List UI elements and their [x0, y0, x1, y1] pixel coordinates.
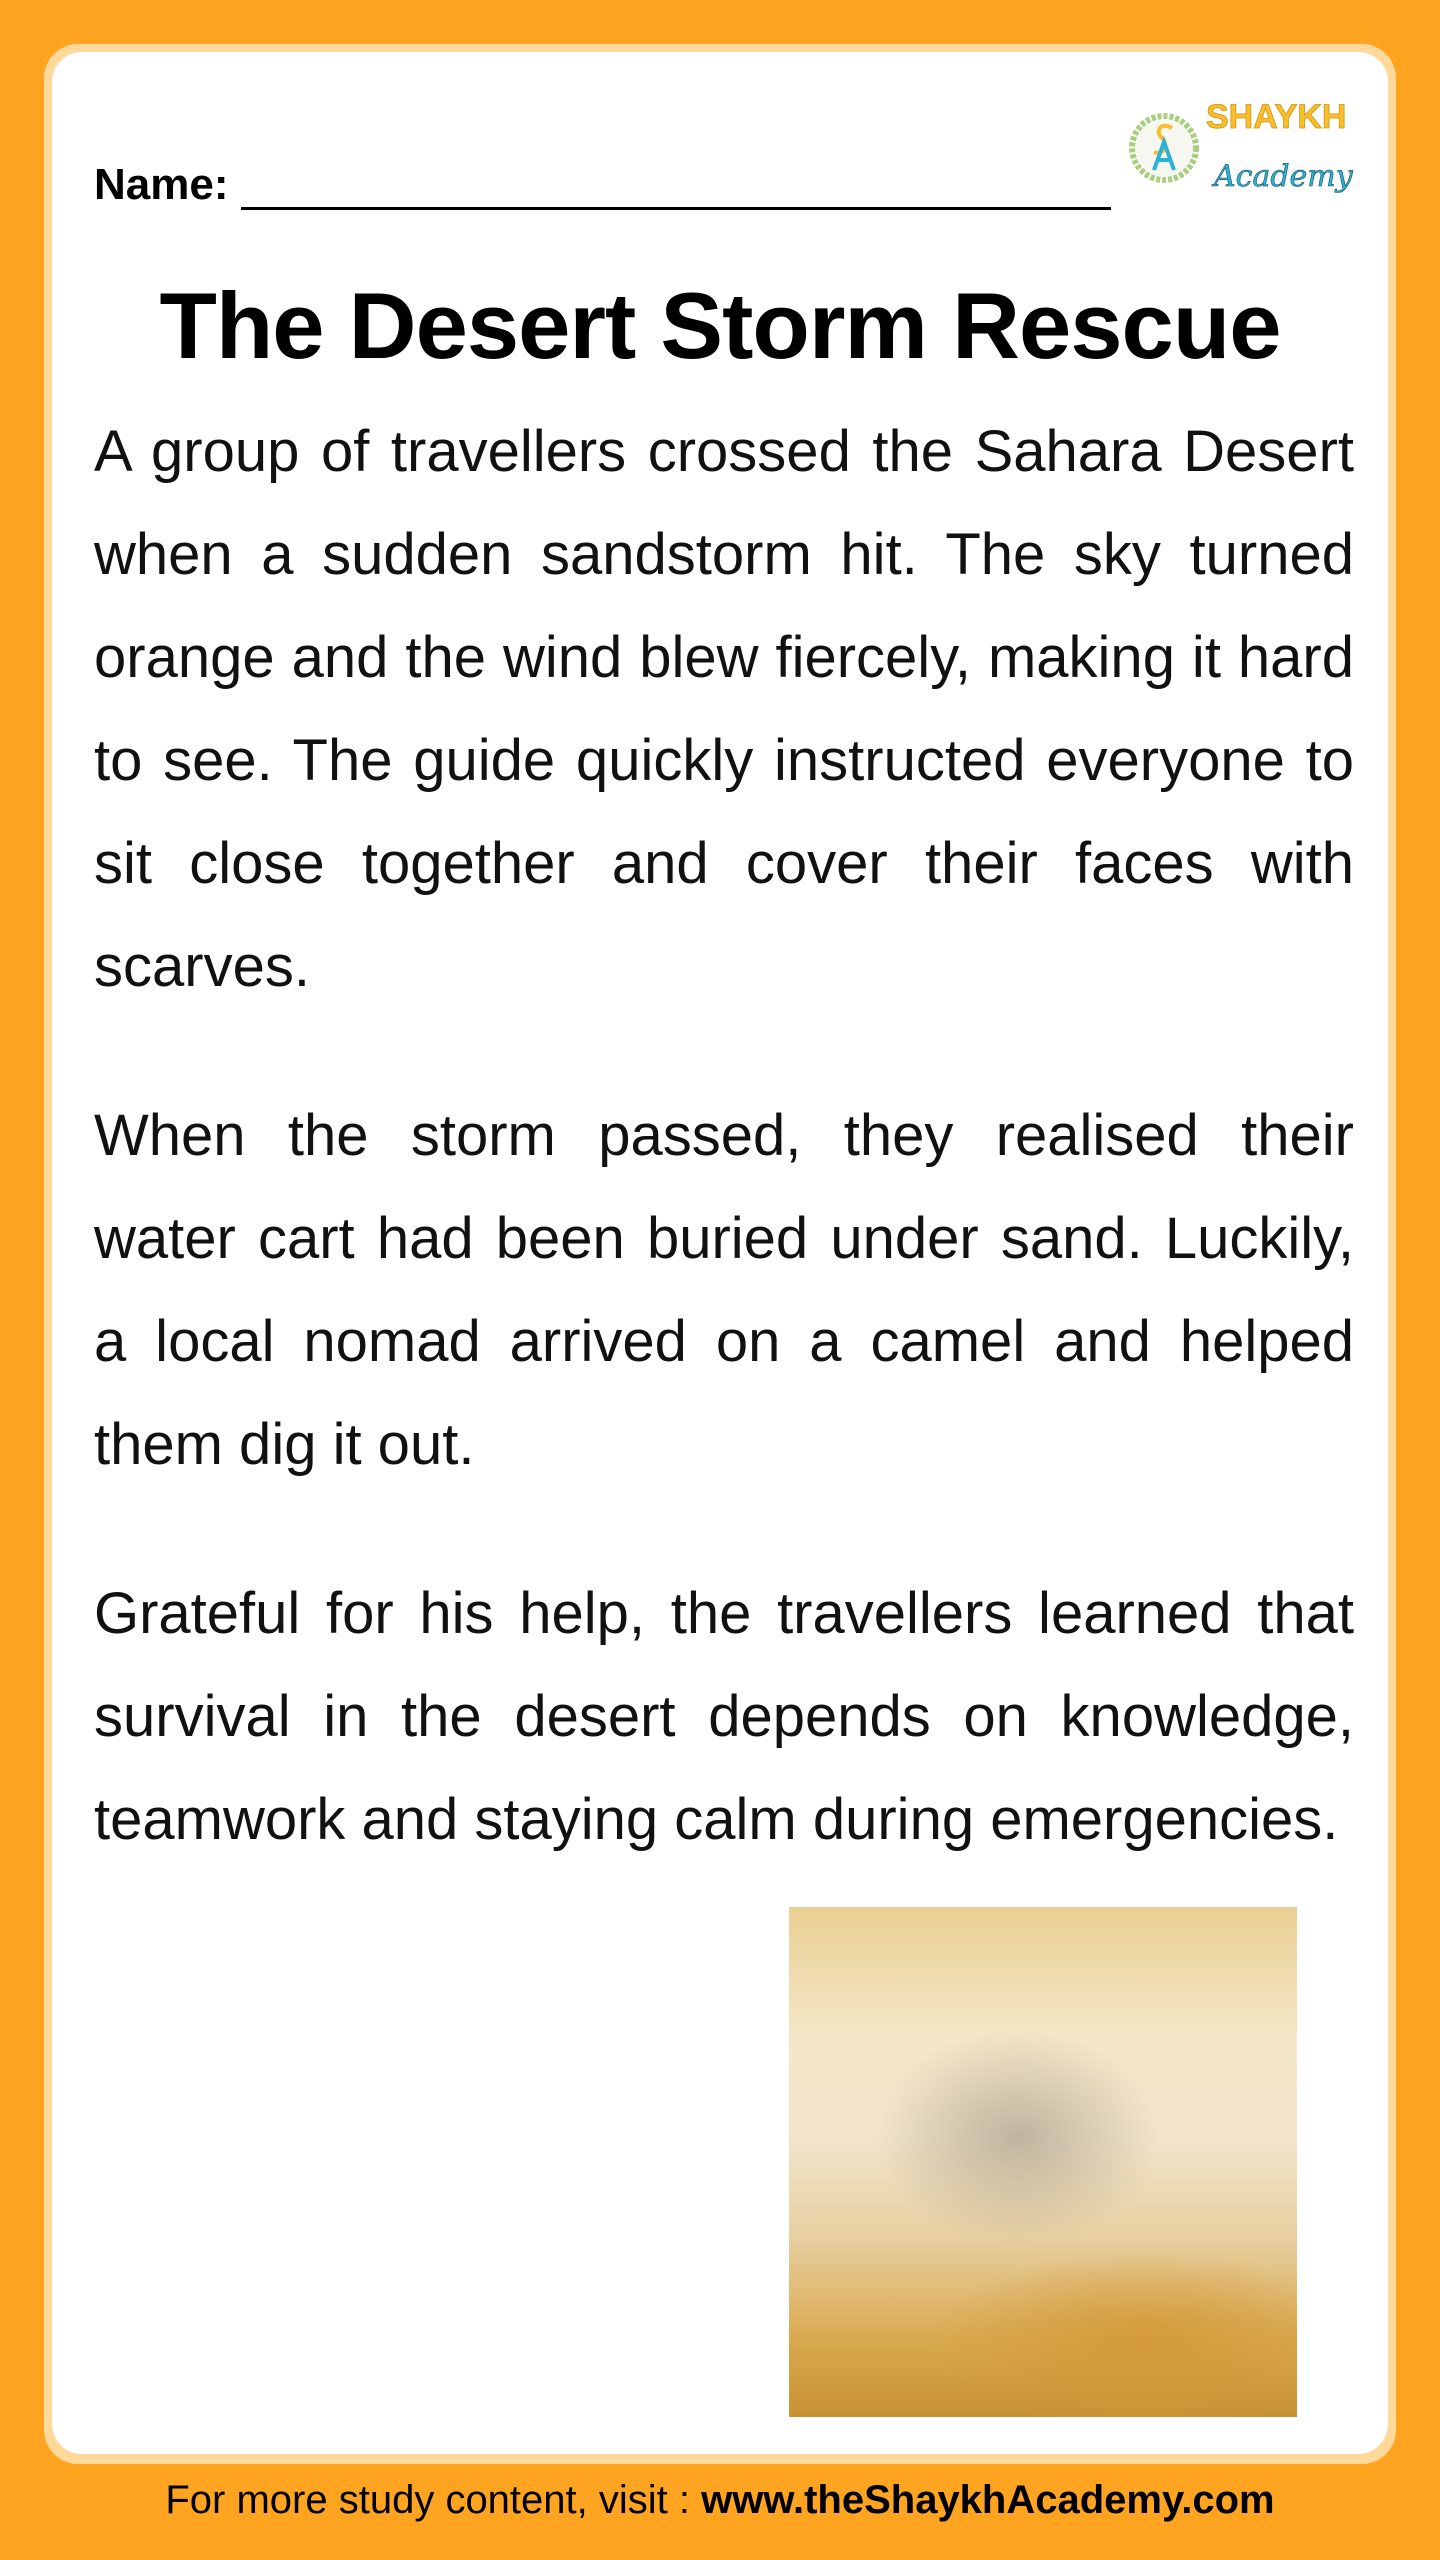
- name-input-line[interactable]: [241, 167, 1111, 210]
- logo-text-top: SHAYKH: [1206, 98, 1347, 136]
- story-text: [94, 400, 1354, 1937]
- worksheet-inner: [52, 52, 1388, 2454]
- page-title: The Desert Storm Rescue: [159, 273, 1281, 378]
- footer-website-link[interactable]: www.theShaykhAcademy.com: [701, 2478, 1275, 2522]
- logo-monogram-icon: [1132, 116, 1196, 180]
- desert-watercolor-image: [789, 1907, 1297, 2417]
- paragraph: When the storm passed, they realised their water cart had been buried under sand. Luckily, a local nomad arrived on a camel and helped them dig it out.: [94, 1103, 1354, 1477]
- name-label: Name:: [94, 160, 229, 209]
- paragraph: Grateful for his help, the travellers learned that survival in the desert depends on knowledge, teamwork and staying calm during emergencies.: [94, 1581, 1354, 1852]
- footer-prefix: For more study content, visit :: [165, 2478, 702, 2522]
- logo-text-bottom: Academy: [1214, 159, 1353, 194]
- footer: [0, 2478, 1440, 2523]
- worksheet-card: [44, 44, 1396, 2464]
- shaykh-academy-logo: [1124, 82, 1364, 206]
- name-row: [94, 160, 1111, 210]
- paragraph: A group of travellers crossed the Sahara Desert when a sudden sandstorm hit. The sky turned orange and the wind blew fiercely, making it hard to see. The guide quickly instructed everyone to sit close together and cover their faces with scarves.: [94, 419, 1354, 999]
